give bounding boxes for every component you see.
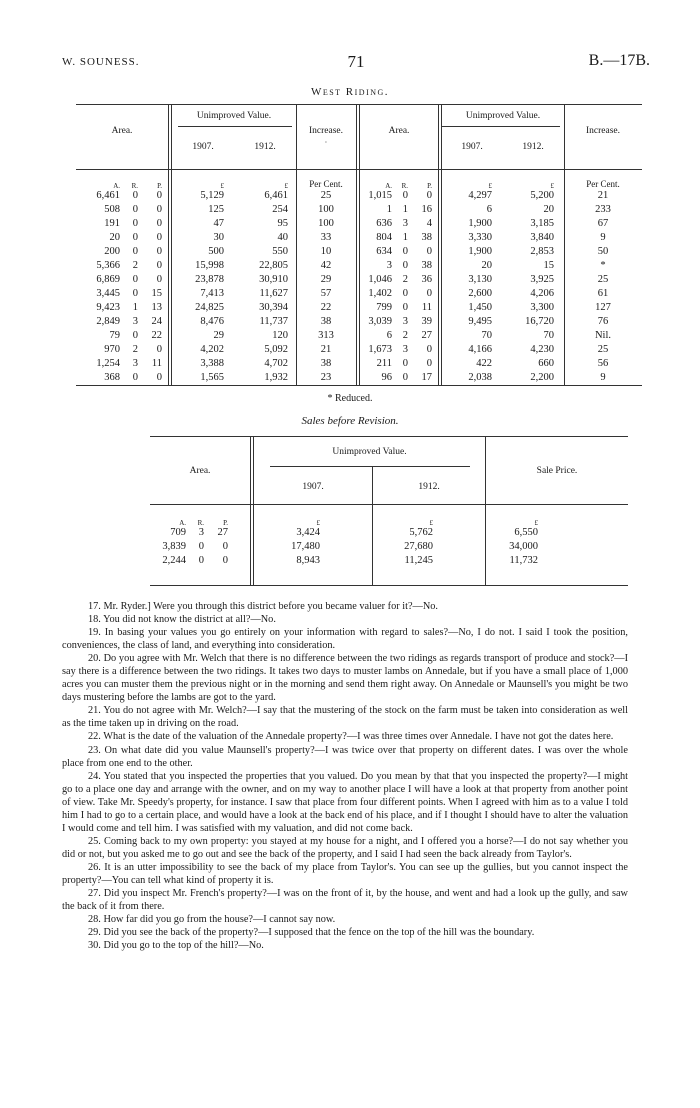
table-cell: 6,461 — [96, 190, 120, 201]
table-cell: 39 — [421, 316, 432, 327]
table-cell: 6,461 — [264, 190, 288, 201]
table-cell: 9,423 — [96, 302, 120, 313]
table-cell: 2,244 — [162, 555, 186, 566]
table-cell: 2,849 — [96, 316, 120, 327]
unit-pound: £ — [488, 182, 492, 190]
table-cell: 13 — [151, 302, 162, 313]
table-cell: 1,673 — [368, 344, 392, 355]
table-cell: 11,732 — [509, 555, 538, 566]
table-cell: 1,900 — [468, 246, 492, 257]
unit-acres: A. — [179, 519, 186, 527]
table-cell: 1 — [402, 232, 408, 243]
header-area: Area. — [111, 126, 133, 136]
table-cell: 9,495 — [468, 316, 492, 327]
table-cell: 0 — [132, 204, 138, 215]
table-cell: 23 — [320, 372, 332, 383]
table-cell: 422 — [476, 358, 492, 369]
column-right-acres — [360, 189, 392, 385]
table-cell: 0 — [156, 232, 162, 243]
table-cell: 27 — [217, 527, 228, 538]
sales-table — [150, 436, 628, 586]
table-cell: 0 — [132, 274, 138, 285]
table-cell: 20 — [109, 232, 120, 243]
question-28: 28. How far did you go from the house?—I cannot say now. — [88, 914, 336, 926]
question-23: 23. On what date did you value Maunsell's property?—I was twice over that property on different dates. I was over the whole place from one end to the other. — [62, 744, 628, 769]
table-cell: 313 — [318, 330, 334, 341]
question-18: 18. You did not know the district at all?—No. — [88, 614, 276, 626]
table-cell: 11,737 — [259, 316, 288, 327]
table-cell: 0 — [402, 190, 408, 201]
table-cell: 970 — [104, 344, 120, 355]
table-cell: 1 — [386, 204, 392, 215]
table-cell: 0 — [156, 372, 162, 383]
table-cell: 15 — [543, 260, 554, 271]
table-cell: 0 — [222, 541, 228, 552]
west-riding-table — [76, 104, 642, 386]
table-cell: 0 — [156, 274, 162, 285]
header-1912-right: 1912. — [522, 142, 544, 152]
table-cell: 3,840 — [530, 232, 554, 243]
table-cell: 191 — [104, 218, 120, 229]
table-cell: 799 — [376, 302, 392, 313]
question-21: 21. You do not agree with Mr. Welch?—I say that the mustering of the stock on the farm must be taken into consideration as well as the time taken up in driving on the road. — [62, 705, 628, 730]
table-cell: 1,254 — [96, 358, 120, 369]
table-cell: 21 — [320, 344, 332, 355]
table-rule-top — [150, 436, 628, 437]
unit-acres: A. — [113, 182, 120, 190]
header-1912: 1912. — [254, 142, 276, 152]
table-cell: 3 — [402, 344, 408, 355]
table-cell: 0 — [426, 288, 432, 299]
header-area: Area. — [189, 466, 211, 476]
column-1912 — [373, 526, 433, 568]
page-number: 71 — [347, 52, 365, 71]
testimony-text — [62, 600, 628, 952]
table-cell: 70 — [481, 330, 492, 341]
table-cell: 2 — [402, 330, 408, 341]
column-left-1907 — [172, 189, 224, 385]
table-cell: 3,388 — [200, 358, 224, 369]
table-cell: 27,680 — [404, 541, 433, 552]
table-cell: 27 — [421, 330, 432, 341]
table-cell: 25 — [597, 274, 609, 285]
table-cell: 233 — [595, 204, 611, 215]
column-left-increase — [296, 189, 356, 385]
table-cell: 38 — [320, 316, 332, 327]
table-cell: 22,805 — [259, 260, 288, 271]
table-cell: 368 — [104, 372, 120, 383]
table-cell: 1,450 — [468, 302, 492, 313]
section-title: West Riding. — [310, 86, 390, 98]
table-cell: 20 — [481, 260, 492, 271]
table-cell: * — [600, 260, 606, 271]
table-cell: 6 — [386, 330, 392, 341]
table-cell: 2,853 — [530, 246, 554, 257]
unit-perches: P. — [157, 182, 162, 190]
table-cell: 0 — [156, 344, 162, 355]
table-cell: 660 — [538, 358, 554, 369]
column-left-perches — [140, 189, 162, 385]
table-cell: 0 — [402, 358, 408, 369]
question-26: 26. It is an utter impossibility to see the back of my place from Taylor's. You can see up the gullies, but you cannot inspect the property?—You can tell what kind of property it is. — [62, 861, 628, 886]
unit-roods: R. — [197, 519, 204, 527]
table-cell: 0 — [402, 372, 408, 383]
table-cell: 15 — [151, 288, 162, 299]
unit-perches: P. — [223, 519, 228, 527]
table-cell: 0 — [132, 232, 138, 243]
table-cell: 0 — [426, 344, 432, 355]
column-perches — [206, 526, 228, 568]
table-divider — [438, 104, 439, 386]
table-cell: 3 — [132, 358, 138, 369]
table-footnote: * Reduced. — [327, 393, 373, 404]
table-cell: 2,600 — [468, 288, 492, 299]
table-cell: 709 — [170, 527, 186, 538]
unit-pound: £ — [550, 182, 554, 190]
column-right-roods — [394, 189, 408, 385]
table-cell: 4,206 — [530, 288, 554, 299]
table-cell: 42 — [320, 260, 332, 271]
table-cell: 79 — [109, 330, 120, 341]
question-19: 19. In basing your values you go entirely on your information with regard to sales?—No, I do not. I said I took the position, conveniences, the class of land, and everything into consideration. — [62, 627, 628, 652]
table-cell: 17 — [421, 372, 432, 383]
page-header — [62, 52, 650, 74]
table-cell: 0 — [132, 246, 138, 257]
table-cell: 0 — [132, 218, 138, 229]
unit-pound: £ — [220, 182, 224, 190]
unit-acres: A. — [385, 182, 392, 190]
column-roods — [190, 526, 204, 568]
table-cell: 2 — [132, 260, 138, 271]
question-22: 22. What is the date of the valuation of the Annedale property?—I was three times over Annedale. I have not got the dates here. — [88, 731, 614, 743]
question-24: 24. You stated that you inspected the properties that you valued. Do you mean by that that you inspected the property?—I might go to a place one day and arrange with the owner, and on my way to another place I will have a look at that property from another point of view. Take Mr. Speedy's property, for instance. I saw that place from four different points. When I agreed with him as to a value I told him I had to go to a certain place, and would have a look at the back end of his place, and if I thought I should have to alter the valuation I would come and tell him. I was satisfied with my valuation, and did not come back. — [62, 770, 628, 834]
question-25: 25. Coming back to my own property: you stayed at my house for a night, and I offered you a horse?—I do not say whether you did or not, but you asked me to go out and see the back of the property, and I said I had seen the back already from Taylor's. — [62, 835, 628, 860]
unit-pound: £ — [534, 519, 538, 527]
table-cell: 15,998 — [195, 260, 224, 271]
table-cell: Nil. — [594, 330, 612, 341]
table-cell: 4,297 — [468, 190, 492, 201]
unit-percent: Per Cent. — [586, 179, 620, 189]
table-cell: 30 — [213, 232, 224, 243]
table-cell: 50 — [597, 246, 609, 257]
table-cell: 95 — [277, 218, 288, 229]
table-cell: 1,565 — [200, 372, 224, 383]
column-right-1912 — [502, 189, 554, 385]
table-cell: 67 — [597, 218, 609, 229]
table-cell: 10 — [320, 246, 332, 257]
table-rule-sub — [270, 466, 470, 467]
table-cell: 1,900 — [468, 218, 492, 229]
table-cell: 0 — [426, 358, 432, 369]
table-cell: 34,000 — [509, 541, 538, 552]
table-cell: 11 — [151, 358, 162, 369]
table-cell: 17,480 — [291, 541, 320, 552]
table-cell: 3,839 — [162, 541, 186, 552]
table-cell: 38 — [421, 260, 432, 271]
table-cell: 0 — [402, 302, 408, 313]
table-cell: 550 — [272, 246, 288, 257]
table-cell: 508 — [104, 204, 120, 215]
table-rule-bottom — [150, 585, 628, 586]
table-cell: 1 — [132, 302, 138, 313]
table-cell: 3 — [198, 527, 204, 538]
unit-percent: Per Cent. — [309, 179, 343, 189]
table-cell: 5,129 — [200, 190, 224, 201]
header-unimproved-value: Unimproved Value. — [196, 111, 272, 121]
table-cell: 36 — [421, 274, 432, 285]
column-right-increase — [564, 189, 642, 385]
table-cell: 96 — [381, 372, 392, 383]
table-cell: 1,932 — [264, 372, 288, 383]
table-cell: 57 — [320, 288, 332, 299]
table-cell: 1,402 — [368, 288, 392, 299]
table-divider — [168, 104, 169, 386]
table-cell: 125 — [208, 204, 224, 215]
table-cell: 0 — [132, 190, 138, 201]
table-rule-header — [150, 504, 628, 505]
table-cell: 70 — [543, 330, 554, 341]
table-rule-sub-right — [442, 126, 560, 127]
header-1907: 1907. — [192, 142, 214, 152]
table-cell: 0 — [132, 372, 138, 383]
paper-reference: B.—17B. — [588, 52, 650, 69]
table-cell: 47 — [213, 218, 224, 229]
header-increase-mark: · — [324, 138, 328, 147]
table-divider — [250, 436, 251, 586]
table-cell: 3,925 — [530, 274, 554, 285]
table-cell: 0 — [426, 190, 432, 201]
unit-pound: £ — [429, 519, 433, 527]
table-cell: 5,092 — [264, 344, 288, 355]
header-unimproved-value-right: Unimproved Value. — [465, 111, 541, 121]
header-area-right: Area. — [388, 126, 410, 136]
question-17: 17. Mr. Ryder.] Were you through this district before you became valuer for it?—No. — [88, 601, 439, 612]
table-rule-sub-left — [178, 126, 292, 127]
header-unimproved-value: Unimproved Value. — [332, 447, 407, 457]
unit-roods: R. — [401, 182, 408, 190]
question-20: 20. Do you agree with Mr. Welch that there is no difference between the two ridings as regards transport of produce and stock?—I say there is a difference between the two ridings. It takes two days to muster lambs on Annedale, but if you have a small place of 1,000 acres you can muster them the previous night or in the morning and send them right away. On Annedale or Maunsell's you might be two days mustering before the lambs are got to the yard. — [62, 653, 628, 704]
table-cell: 6,550 — [514, 527, 538, 538]
table-cell: 3,300 — [530, 302, 554, 313]
table-cell: 3 — [132, 316, 138, 327]
table-cell: 3,185 — [530, 218, 554, 229]
unit-pound: £ — [284, 182, 288, 190]
table-cell: 2 — [402, 274, 408, 285]
table-cell: 127 — [595, 302, 611, 313]
table-cell: 11 — [421, 302, 432, 313]
table-cell: 0 — [156, 218, 162, 229]
table-cell: 4,166 — [468, 344, 492, 355]
table-divider — [356, 104, 357, 386]
table-cell: 2,038 — [468, 372, 492, 383]
table-cell: 500 — [208, 246, 224, 257]
table-cell: 7,413 — [200, 288, 224, 299]
table-cell: 100 — [318, 218, 334, 229]
table-cell: 16,720 — [525, 316, 554, 327]
table-cell: 25 — [320, 190, 332, 201]
column-right-perches — [410, 189, 432, 385]
table-cell: 9 — [600, 232, 606, 243]
table-cell: 3,039 — [368, 316, 392, 327]
table-cell: 2,200 — [530, 372, 554, 383]
table-cell: 4,702 — [264, 358, 288, 369]
table-cell: 254 — [272, 204, 288, 215]
table-cell: 33 — [320, 232, 332, 243]
table-cell: 2 — [132, 344, 138, 355]
table-cell: 0 — [156, 204, 162, 215]
header-1907: 1907. — [302, 482, 324, 492]
table-cell: 4 — [426, 218, 432, 229]
table-cell: 1 — [402, 204, 408, 215]
table-cell: 9 — [600, 372, 606, 383]
table-cell: 636 — [376, 218, 392, 229]
question-29: 29. Did you see the back of the property?—I supposed that the fence on the top of the hill was the boundary. — [88, 927, 535, 939]
table-cell: 804 — [376, 232, 392, 243]
table-cell: 40 — [277, 232, 288, 243]
table-cell: 38 — [421, 232, 432, 243]
column-right-1907 — [442, 189, 492, 385]
header-1912: 1912. — [418, 482, 440, 492]
table-cell: 0 — [198, 541, 204, 552]
table-cell: 24 — [151, 316, 162, 327]
table-cell: 30,910 — [259, 274, 288, 285]
table-cell: 3,424 — [296, 527, 320, 538]
table-cell: 4,230 — [530, 344, 554, 355]
table-cell: 0 — [156, 190, 162, 201]
table-cell: 6 — [486, 204, 492, 215]
table-cell: 211 — [376, 358, 392, 369]
table-cell: 16 — [421, 204, 432, 215]
table-cell: 5,200 — [530, 190, 554, 201]
table-cell: 29 — [213, 330, 224, 341]
table-cell: 5,366 — [96, 260, 120, 271]
column-left-acres — [76, 189, 120, 385]
table-cell: 23,878 — [195, 274, 224, 285]
column-left-1912 — [234, 189, 288, 385]
column-sale-price — [486, 526, 538, 568]
table-cell: 3,445 — [96, 288, 120, 299]
table-cell: 1,015 — [368, 190, 392, 201]
unit-perches: P. — [427, 182, 432, 190]
table-cell: 3 — [402, 218, 408, 229]
witness-name: W. SOUNESS. — [62, 56, 140, 68]
table-cell: 6,869 — [96, 274, 120, 285]
table-cell: 0 — [222, 555, 228, 566]
table-cell: 29 — [320, 274, 332, 285]
table-cell: 61 — [597, 288, 609, 299]
table-cell: 3 — [402, 316, 408, 327]
table-cell: 11,627 — [259, 288, 288, 299]
table-cell: 0 — [402, 246, 408, 257]
table-cell: 11,245 — [404, 555, 433, 566]
table-cell: 22 — [320, 302, 332, 313]
table-cell: 0 — [426, 246, 432, 257]
table-cell: 3,330 — [468, 232, 492, 243]
table-cell: 1,046 — [368, 274, 392, 285]
unit-pound: £ — [316, 519, 320, 527]
question-27: 27. Did you inspect Mr. French's property?—I was on the front of it, by the house, and went and had a look up the gully, and saw the back of it from there. — [62, 888, 628, 913]
table-cell: 21 — [597, 190, 609, 201]
column-acres — [150, 526, 186, 568]
table-cell: 38 — [320, 358, 332, 369]
table-cell: 0 — [156, 260, 162, 271]
header-1907-right: 1907. — [461, 142, 483, 152]
sales-title: Sales before Revision. — [301, 415, 399, 427]
question-30: 30. Did you go to the top of the hill?—No. — [88, 940, 264, 952]
table-cell: 0 — [402, 288, 408, 299]
table-cell: 3,130 — [468, 274, 492, 285]
table-cell: 0 — [198, 555, 204, 566]
table-cell: 0 — [156, 246, 162, 257]
table-cell: 4,202 — [200, 344, 224, 355]
table-cell: 25 — [597, 344, 609, 355]
table-cell: 8,476 — [200, 316, 224, 327]
table-cell: 56 — [597, 358, 609, 369]
table-cell: 0 — [132, 330, 138, 341]
header-sale-price: Sale Price. — [536, 466, 578, 476]
column-1907 — [254, 526, 320, 568]
unit-roods: R. — [131, 182, 138, 190]
table-cell: 0 — [132, 288, 138, 299]
table-cell: 8,943 — [296, 555, 320, 566]
table-cell: 30,394 — [259, 302, 288, 313]
table-cell: 22 — [151, 330, 162, 341]
header-increase: Increase. — [308, 126, 343, 136]
table-cell: 120 — [272, 330, 288, 341]
table-cell: 5,762 — [409, 527, 433, 538]
table-cell: 0 — [402, 260, 408, 271]
table-cell: 20 — [543, 204, 554, 215]
table-cell: 100 — [318, 204, 334, 215]
table-cell: 76 — [597, 316, 609, 327]
table-cell: 24,825 — [195, 302, 224, 313]
header-increase-right: Increase. — [585, 126, 620, 136]
column-left-roods — [124, 189, 138, 385]
table-cell: 200 — [104, 246, 120, 257]
table-cell: 3 — [386, 260, 392, 271]
table-cell: 634 — [376, 246, 392, 257]
